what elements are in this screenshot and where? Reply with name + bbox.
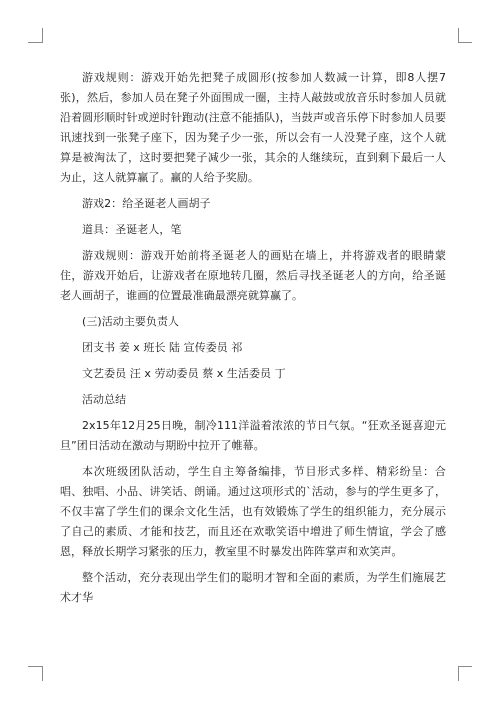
paragraph-props: 道具：圣诞老人，笔 <box>82 223 182 236</box>
paragraph-summary-heading: 活动总结 <box>82 393 127 406</box>
crop-mark-bottom-right-horizontal <box>458 666 472 667</box>
paragraph-section-leaders: (三)活动主要负责人 <box>82 315 180 328</box>
paragraph-leaders-line-2: 文艺委员 汪 x 劳动委员 蔡 x 生活委员 丁 <box>82 367 286 380</box>
paragraph-leaders-line-1: 团支书 姜 x 班长 陆 宣传委员 祁 <box>82 341 243 354</box>
crop-mark-bottom-left-vertical <box>42 666 43 681</box>
crop-mark-top-right-vertical <box>458 28 459 43</box>
crop-mark-bottom-right-vertical <box>458 666 459 681</box>
crop-mark-top-left-vertical <box>42 28 43 43</box>
document-body <box>60 68 446 608</box>
paragraph-summary-body: 本次班级团队活动，学生自主筹备编排，节目形式多样、精彩纷呈：合唱、独唱、小品、讲笑话、朗诵。通过这项形式的`活动，参与的学生更多了，不仅丰富了学生们的课余文化生活，也有效锻炼了学生的组织能力，充分展示了自己的素质、才能和技艺，而且还在欢歌笑语中增进了师生情谊，学会了感恩，释放长期学习紧张的压力，教室里不时暴发出阵阵掌声和欢笑声。 <box>60 465 446 558</box>
crop-mark-top-right-horizontal <box>458 42 472 43</box>
paragraph-summary-conclusion: 整个活动，充分表现出学生们的聪明才智和全面的素质，为学生们施展艺术才华 <box>60 571 446 604</box>
paragraph-summary-intro: 2x15年12月25日晚，制冷111洋溢着浓浓的节日气氛。“狂欢圣诞喜迎元旦”团日活动在激动与期盼中拉开了帷幕。 <box>60 419 446 452</box>
paragraph-game-rules-2: 游戏规则：游戏开始前将圣诞老人的画贴在墙上，并将游戏者的眼睛蒙住，游戏开始后，让游戏者在原地转几圈，然后寻找圣诞老人的方向，给圣诞老人画胡子，谁画的位置最准确最漂亮就算赢了。 <box>60 249 446 302</box>
paragraph-game-rules-1: 游戏规则：游戏开始先把凳子成圆形(按参加人数减一计算，即8人摆7张)，然后，参加人员在凳子外面围成一圈，主持人敲鼓或放音乐时参加人员就沿着圆形顺时针或逆时针跑动(注意不能插队)，当鼓声或音乐停下时参加人员要讯速找到一张凳子座下，因为凳子少一张，所以会有一人没凳子座，这个人就算是被淘汰了，这时要把凳子减少一张，其余的人继续玩，直到剩下最后一人为止，这人就算赢了。赢的人给予奖励。 <box>60 71 446 184</box>
crop-mark-bottom-left-horizontal <box>28 666 42 667</box>
crop-mark-top-left-horizontal <box>28 42 42 43</box>
paragraph-game-2-title: 游戏2：给圣诞老人画胡子 <box>82 197 211 210</box>
